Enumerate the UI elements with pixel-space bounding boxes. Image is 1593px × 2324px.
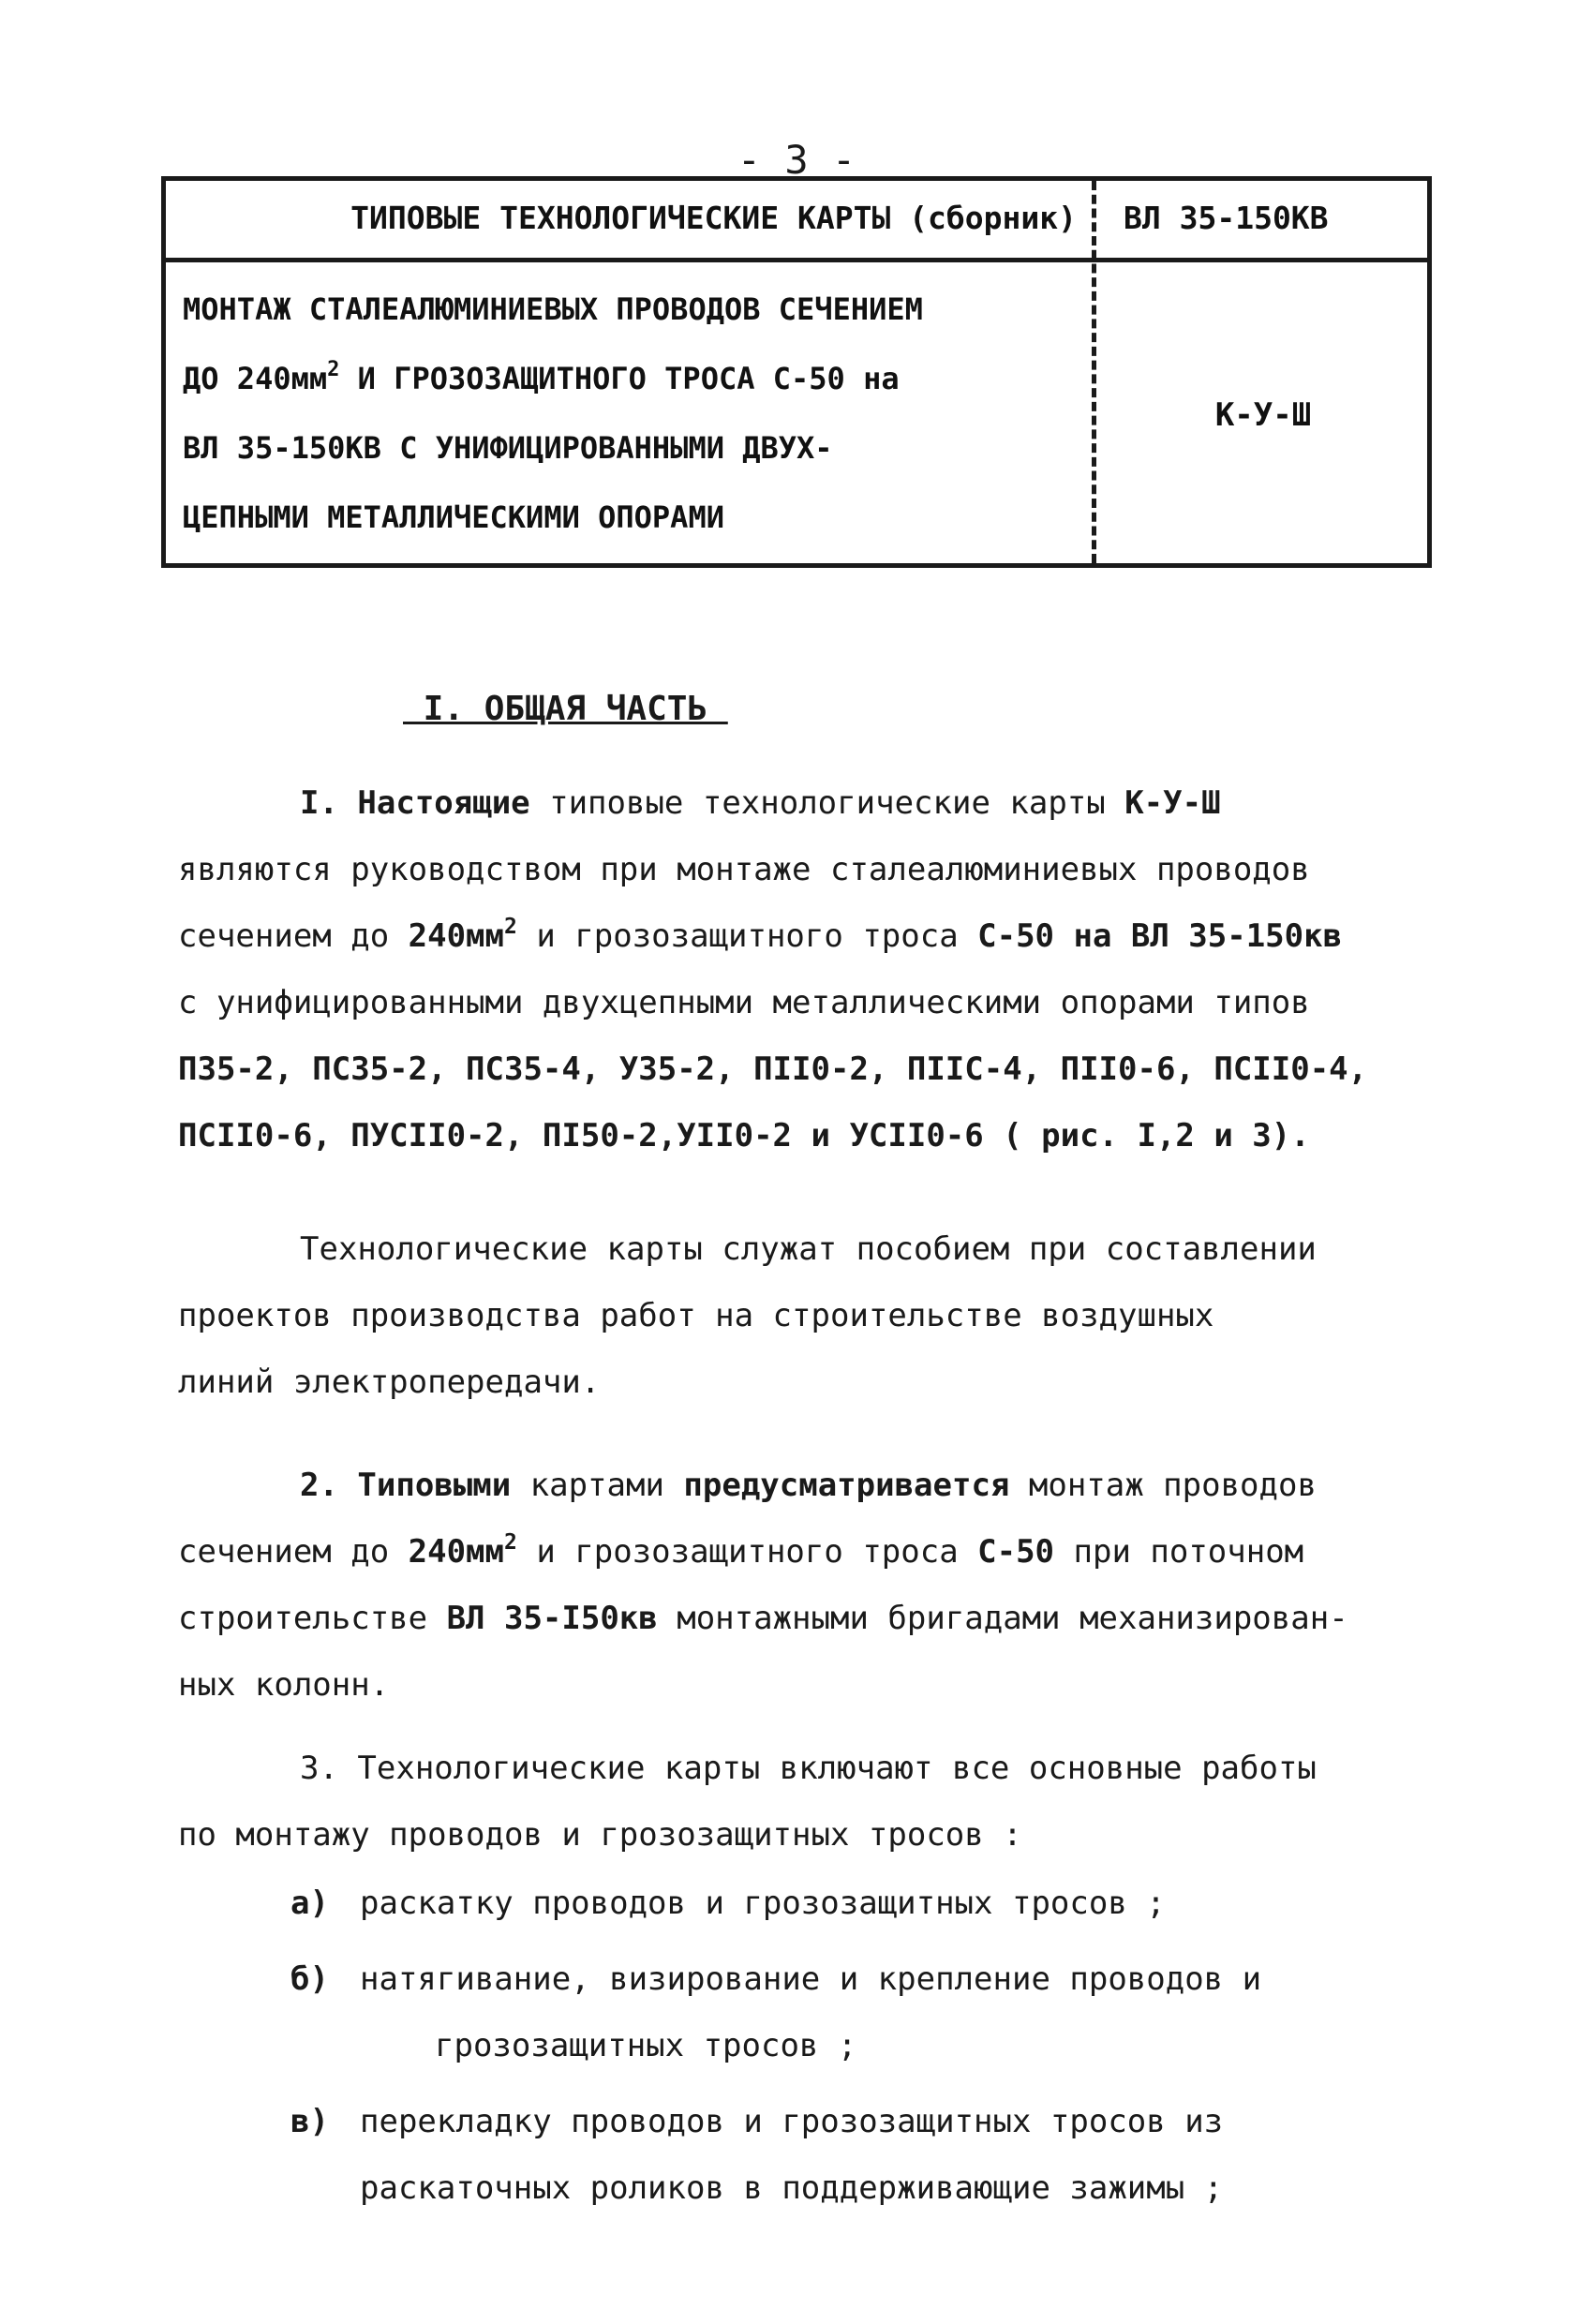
list-item: а) раскатку проводов и грозозащитных тросов ;: [290, 1885, 1166, 1922]
table-horizontal-divider: [166, 258, 1427, 262]
paragraph-1: I. Настоящие типовые технологические карты К-У-Ш являются руководством при монтаже сталеалюминиевых проводов сечением до $240мм^2$ и грозозащитного троса С-50 на ВЛ 35-150кв с унифицированными двухцепными металлическими опорами типов П35-2, ПС35-2, ПС35-4, У35-2, ПII0-2, ПIIС-4, ПII0-6, ПСII0-4, ПСII0-6, ПУСII0-2, ПI50-2,УII0-2 и УСII0-6 ( рис. I,2 и 3).: [178, 784, 1368, 1155]
document-designation: К-У-Ш: [1214, 396, 1312, 434]
list-item: в) перекладку проводов и грозозащитных тросов из раскаточных роликов в поддерживающие зажимы ;: [290, 2103, 1224, 2207]
page-number: - 3 -: [0, 141, 1593, 180]
paragraph-2: Технологические карты служат пособием при составлении проектов производства работ на строительстве воздушных линий электропередачи.: [178, 1230, 1317, 1401]
paragraph-3: 2. Типовыми картами предусматривается монтаж проводов сечением до $240мм^2$ и грозозащитного троса С-50 при поточном строительстве ВЛ 35-I50кв монтажными бригадами механизирован- ных колонн.: [178, 1467, 1348, 1704]
paragraph-4: 3. Технологические карты включают все основные работы по монтажу проводов и грозозащитных тросов :: [178, 1750, 1317, 1854]
work-list: [290, 1870, 1434, 2222]
header-stamp-table: [161, 176, 1432, 568]
section-title: I. ОБЩАЯ ЧАСТЬ: [403, 690, 728, 728]
document-subject: МОНТАЖ СТАЛЕАЛЮМИНИЕВЫХ ПРОВОДОВ СЕЧЕНИЕМ ДО $240мм^2$ И ГРОЗОЗАЩИТНОГО ТРОСА С-50 на ВЛ 35-150КВ С УНИФИЦИРОВАННЫМИ ДВУХ- ЦЕПНЫМИ МЕТАЛЛИЧЕСКИМИ ОПОРАМИ: [183, 291, 923, 535]
collection-title: ТИПОВЫЕ ТЕХНОЛОГИЧЕСКИЕ КАРТЫ (сборник): [350, 200, 1077, 236]
list-item: б) натягивание, визирование и крепление проводов и грозозащитных тросов ;: [290, 1960, 1262, 2064]
collection-code: ВЛ 35-150КВ: [1124, 200, 1329, 236]
